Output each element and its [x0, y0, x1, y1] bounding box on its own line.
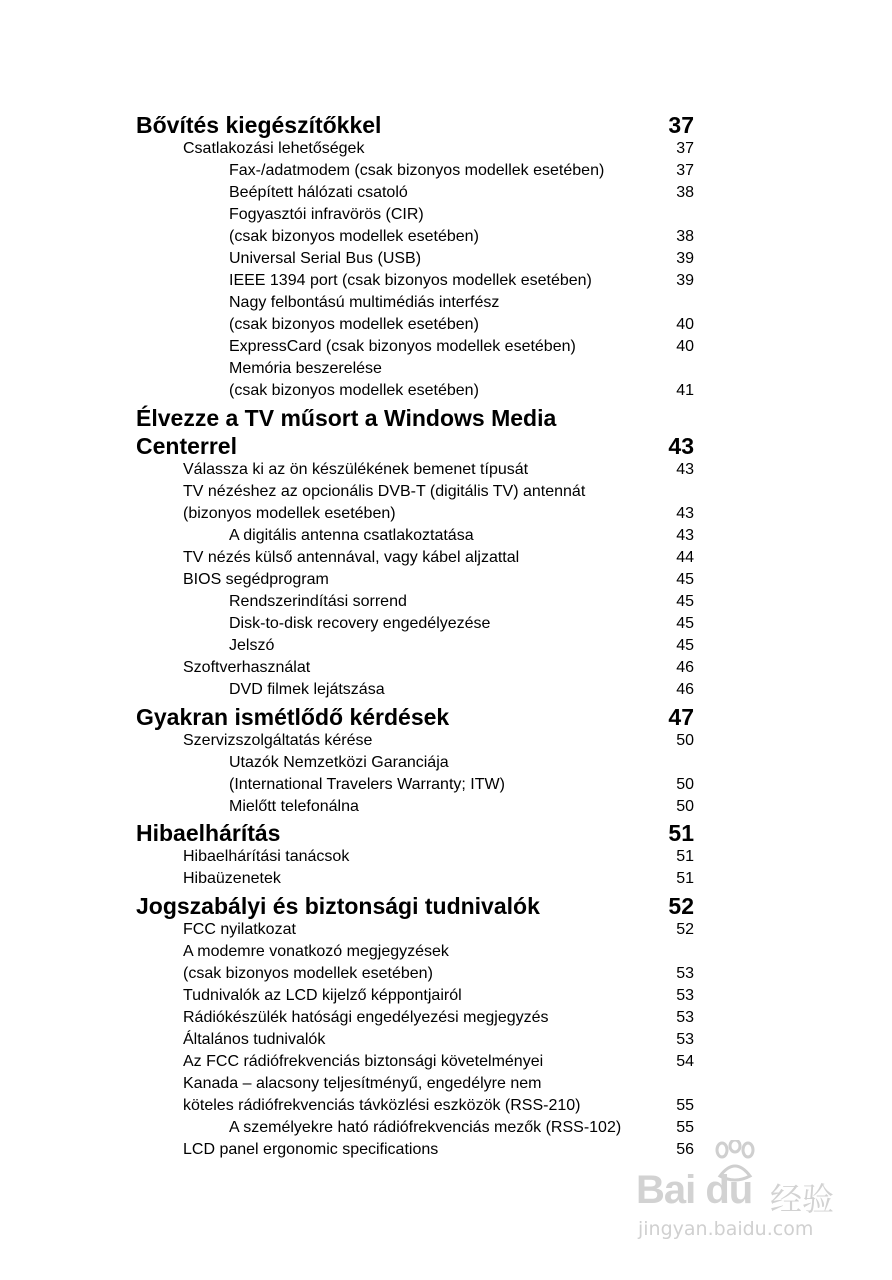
- toc-page-number: 37: [668, 112, 694, 138]
- toc-page-number: 53: [676, 987, 694, 1004]
- toc-entry-title: Az FCC rádiófrekvenciás biztonsági követelményei: [183, 1053, 544, 1070]
- toc-entry-title: Memória beszerelése: [229, 360, 382, 377]
- toc-page-number: 39: [676, 250, 694, 267]
- toc-page-number: 53: [676, 1031, 694, 1048]
- toc-page-number: 54: [676, 1053, 694, 1070]
- toc-page-number: 46: [676, 681, 694, 698]
- toc-entry-title: Csatlakozási lehetőségek: [183, 140, 365, 157]
- toc-page-number: 43: [676, 505, 694, 522]
- toc-entry-title: Tudnivalók az LCD kijelző képpontjairól: [183, 987, 462, 1004]
- toc-entry-title: Rádiókészülék hatósági engedélyezési megjegyzés: [183, 1009, 549, 1026]
- toc-entry-title: Élvezze a TV műsort a Windows Media: [136, 405, 557, 431]
- toc-page-number: 38: [676, 184, 694, 201]
- toc-page-number: 52: [676, 921, 694, 938]
- toc-entry-title: FCC nyilatkozat: [183, 921, 296, 938]
- toc-entry-title: Nagy felbontású multimédiás interfész: [229, 294, 500, 311]
- toc-page-number: 51: [668, 820, 694, 846]
- toc-page-number: 55: [676, 1097, 694, 1114]
- toc-page-number: 55: [676, 1119, 694, 1136]
- toc-entry-title: Szervizszolgáltatás kérése: [183, 732, 373, 749]
- toc-page-number: 45: [676, 571, 694, 588]
- toc-entry-title: Fogyasztói infravörös (CIR): [229, 206, 424, 223]
- toc-entry-title: Centerrel: [136, 433, 237, 459]
- toc-page-number: 52: [668, 893, 694, 919]
- toc-page-number: 45: [676, 593, 694, 610]
- toc-page-number: 44: [676, 549, 694, 566]
- toc-entry-title: Utazók Nemzetközi Garanciája: [229, 754, 449, 771]
- toc-entry-title: TV nézéshez az opcionális DVB-T (digitális TV) antennát: [183, 483, 586, 500]
- toc-entry-title: (International Travelers Warranty; ITW): [229, 776, 505, 793]
- toc-entry-title: A személyekre ható rádiófrekvenciás mezők (RSS-102): [229, 1119, 622, 1136]
- toc-entry-title: (bizonyos modellek esetében): [183, 505, 396, 522]
- toc-page-number: 40: [676, 338, 694, 355]
- toc-entry-title: DVD filmek lejátszása: [229, 681, 385, 698]
- toc-entry-title: BIOS segédprogram: [183, 571, 329, 588]
- baidu-watermark: [620, 1140, 870, 1250]
- toc-page-number: 46: [676, 659, 694, 676]
- toc-entry-title: (csak bizonyos modellek esetében): [183, 965, 433, 982]
- toc-page-number: 38: [676, 228, 694, 245]
- toc-page-number: 41: [676, 382, 694, 399]
- toc-page-number: 39: [676, 272, 694, 289]
- watermark-chinese-text: 经验: [770, 1180, 835, 1218]
- toc-page-number: 45: [676, 615, 694, 632]
- toc-entry-title: Válassza ki az ön készülékének bemenet típusát: [183, 461, 529, 478]
- toc-entry-title: Beépített hálózati csatoló: [229, 184, 408, 201]
- toc-entry-title: Kanada – alacsony teljesítményű, engedélyre nem: [183, 1075, 542, 1092]
- toc-page-number: 50: [676, 776, 694, 793]
- toc-entry-title: A digitális antenna csatlakoztatása: [229, 527, 474, 544]
- toc-entry-title: Hibaüzenetek: [183, 870, 281, 887]
- toc-entry-title: köteles rádiófrekvenciás távközlési eszközök (RSS-210): [183, 1097, 581, 1114]
- toc-entry-title: Jogszabályi és biztonsági tudnivalók: [136, 893, 540, 919]
- toc-page-number: 50: [676, 798, 694, 815]
- toc-entry-title: Fax-/adatmodem (csak bizonyos modellek esetében): [229, 162, 605, 179]
- toc-entry-title: Rendszerindítási sorrend: [229, 593, 407, 610]
- toc-page-number: 43: [676, 527, 694, 544]
- toc-page-number: 37: [676, 140, 694, 157]
- watermark-url: jingyan.baidu.com: [638, 1218, 814, 1240]
- toc-page-number: 40: [676, 316, 694, 333]
- toc-entry-title: Universal Serial Bus (USB): [229, 250, 422, 267]
- toc-entry-title: (csak bizonyos modellek esetében): [229, 228, 479, 245]
- toc-page-number: 45: [676, 637, 694, 654]
- toc-page-number: 53: [676, 1009, 694, 1026]
- toc-page-number: 53: [676, 965, 694, 982]
- toc-page-number: 37: [676, 162, 694, 179]
- toc-entry-title: LCD panel ergonomic specifications: [183, 1141, 439, 1158]
- toc-entry-title: ExpressCard (csak bizonyos modellek esetében): [229, 338, 576, 355]
- toc-entry-title: Bővítés kiegészítőkkel: [136, 112, 382, 138]
- toc-entry-title: IEEE 1394 port (csak bizonyos modellek esetében): [229, 272, 592, 289]
- toc-page-number: 43: [668, 433, 694, 459]
- toc-entry-title: TV nézés külső antennával, vagy kábel aljzattal: [183, 549, 520, 566]
- toc-entry-title: Disk-to-disk recovery engedélyezése: [229, 615, 491, 632]
- watermark-logo: Bai du: [636, 1168, 753, 1212]
- toc-page-number: 43: [676, 461, 694, 478]
- toc-entry-title: Hibaelhárítási tanácsok: [183, 848, 350, 865]
- toc-entry-title: Hibaelhárítás: [136, 820, 281, 846]
- toc-entry-title: Szoftverhasználat: [183, 659, 311, 676]
- toc-entry-title: (csak bizonyos modellek esetében): [229, 316, 479, 333]
- toc-entry-title: Gyakran ismétlődő kérdések: [136, 704, 450, 730]
- toc-entry-title: Általános tudnivalók: [183, 1031, 326, 1048]
- toc-page-number: 51: [676, 848, 694, 865]
- toc-page-number: 51: [676, 870, 694, 887]
- toc-entry-title: Mielőtt telefonálna: [229, 798, 359, 815]
- toc-entry-title: Jelszó: [229, 637, 275, 654]
- toc-page-number: 56: [676, 1141, 694, 1158]
- toc-entry-title: A modemre vonatkozó megjegyzések: [183, 943, 449, 960]
- toc-entry-title: (csak bizonyos modellek esetében): [229, 382, 479, 399]
- toc-page-number: 50: [676, 732, 694, 749]
- toc-page-number: 47: [668, 704, 694, 730]
